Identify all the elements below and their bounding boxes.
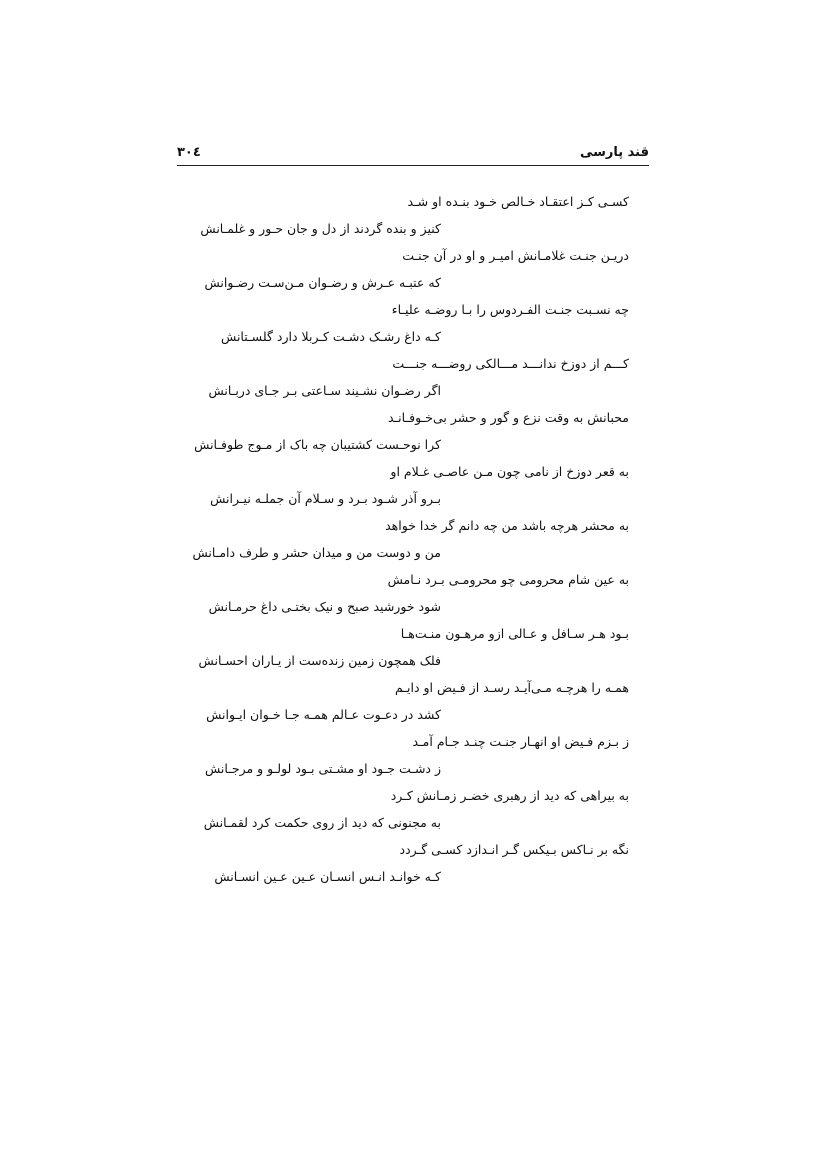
first-hemistich: به محشر هرچه باشد من چه دانم گر خدا خواهد bbox=[385, 518, 629, 533]
second-hemistich: اگر رضـوان نشـیند سـاعتی بـر جـای دربـانش bbox=[208, 383, 441, 398]
couplet bbox=[177, 782, 649, 836]
couplet bbox=[177, 836, 649, 890]
first-hemistich: دریـن جنـت غلامـانش امیـر و او در آن جنـت bbox=[402, 248, 629, 263]
second-hemistich: کـه داغ رشـک دشـت کـربلا دارد گلسـتانش bbox=[221, 329, 441, 344]
first-hemistich: ز بـزم فـیض او انهـار جنـت چنـد جـام آمـد bbox=[412, 734, 629, 749]
first-hemistich: محبانش به وقت نزع و گور و حشر بی‌خـوفـانـد bbox=[387, 410, 629, 425]
first-hemistich: بـود هـر سـافل و عـالی ازو مرهـون منـت‌هـا bbox=[400, 626, 629, 641]
second-hemistich: به مجنونی که دید از روی حکمت کرد لقمـانش bbox=[203, 815, 441, 830]
second-hemistich: شود خورشید صبح و نیک بختـی داغ حرمـانش bbox=[208, 599, 441, 614]
second-hemistich: فلک همچون زمین زنده‌ست از یـاران احسـانش bbox=[198, 653, 441, 668]
first-hemistich: کسـی کـز اعتقـاد خـالص خـود بنـده او شـد bbox=[407, 194, 629, 209]
first-hemistich: به بیراهی که دید از رهبری خضـر زمـانش کـرد bbox=[390, 788, 629, 803]
couplet bbox=[177, 404, 649, 458]
first-hemistich: نگه بر نـاکس بـیکس گـر انـدازد کسـی گـردد bbox=[399, 842, 629, 857]
first-hemistich: کـــم از دوزخ ندانـــد مـــالکی روضـــه جنـــت bbox=[392, 356, 629, 371]
couplet bbox=[177, 566, 649, 620]
second-hemistich: ز دشـت جـود او مشـتی بـود لولـو و مرجـانش bbox=[204, 761, 441, 776]
couplet bbox=[177, 458, 649, 512]
page-number: ۳۰٤ bbox=[177, 145, 201, 160]
couplet bbox=[177, 728, 649, 782]
couplet bbox=[177, 296, 649, 350]
couplet bbox=[177, 350, 649, 404]
first-hemistich: به عین شام محرومی چو محرومـی بـرد نـامش bbox=[387, 572, 629, 587]
first-hemistich: چه نسـبت جنـت الفـردوس را بـا روضـه علیـاء bbox=[391, 302, 629, 317]
second-hemistich: کنیز و بنده گردند از دل و جان حـور و غلمـانش bbox=[200, 221, 441, 236]
first-hemistich: به قعر دوزخ از نامی چون مـن عاصـی غـلام او bbox=[390, 464, 629, 479]
book-title: قند پارسی bbox=[579, 145, 649, 160]
poem-body bbox=[177, 188, 649, 890]
second-hemistich: بـرو آذر شـود بـرد و سـلام آن جملـه نیـرانش bbox=[210, 491, 441, 506]
second-hemistich: که عتبـه عـرش و رضـوان مـن‌سـت رضـوانش bbox=[204, 275, 441, 290]
first-hemistich: همـه را هرچـه مـی‌آیـد رسـد از فـیض او دایـم bbox=[395, 680, 629, 695]
couplet bbox=[177, 620, 649, 674]
second-hemistich: کـه خوانـد انـس انسـان عـین عـین انسـانش bbox=[214, 869, 441, 884]
couplet bbox=[177, 188, 649, 242]
second-hemistich: کشد در دعـوت عـالم همـه جـا خـوان ایـوانش bbox=[206, 707, 441, 722]
second-hemistich: کرا نوحـست کشتیبان چه باک از مـوج طوفـانش bbox=[194, 437, 441, 452]
couplet bbox=[177, 242, 649, 296]
couplet bbox=[177, 512, 649, 566]
couplet bbox=[177, 674, 649, 728]
second-hemistich: من و دوست من و میدان حشر و طرف دامـانش bbox=[192, 545, 441, 560]
page-header bbox=[177, 141, 649, 166]
